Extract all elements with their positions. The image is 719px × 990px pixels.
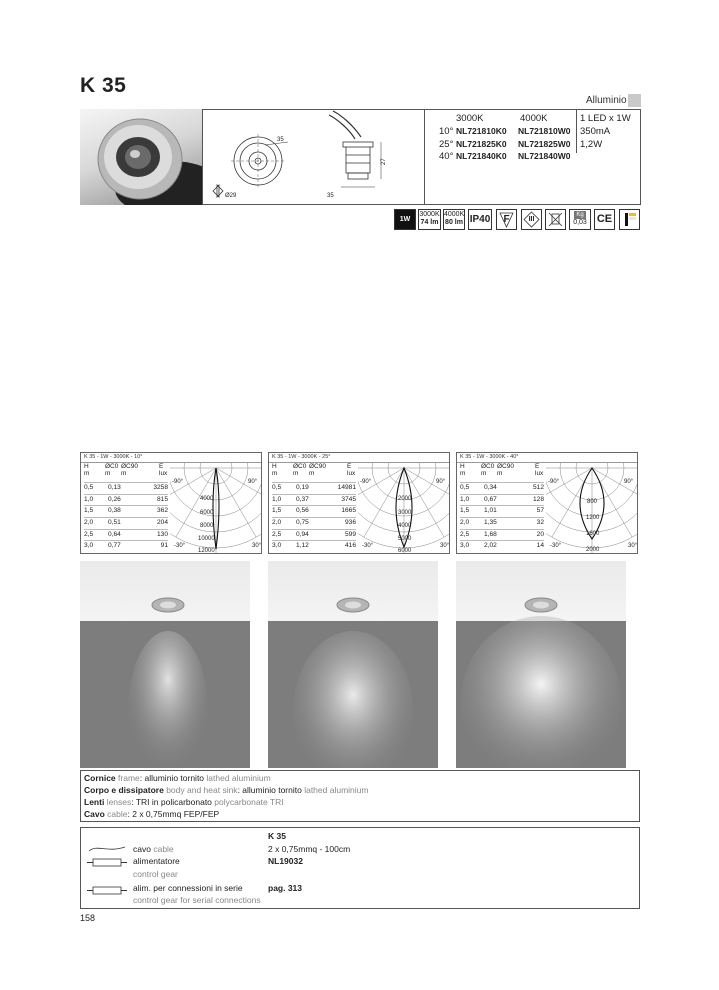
control-gear-icon bbox=[87, 858, 127, 868]
hdr-e-unit: lux bbox=[159, 470, 168, 477]
cell-d: 1,35 bbox=[484, 519, 497, 526]
hdr-e-unit: lux bbox=[347, 470, 356, 477]
hdr-e: E bbox=[159, 463, 164, 470]
weight-icon: Kg bbox=[574, 211, 586, 219]
material-label-en: frame bbox=[118, 773, 140, 783]
cell-h: 2,5 bbox=[460, 531, 470, 538]
f-mark-icon bbox=[496, 209, 517, 230]
hdr-c0-unit: m bbox=[293, 470, 299, 477]
acc-serial-page[interactable]: pag. 313 bbox=[268, 883, 303, 893]
beam-angle: 10° bbox=[439, 126, 454, 137]
scale-label: 6000 bbox=[200, 510, 214, 516]
hdr-c90-unit: m bbox=[497, 470, 503, 477]
dim-diameter: 35 bbox=[277, 137, 284, 143]
hdr-c0: ØC0 bbox=[481, 463, 495, 470]
cell-d: 1,01 bbox=[484, 507, 497, 514]
weee-bin-icon bbox=[545, 209, 566, 230]
material-value: alluminio tornito bbox=[242, 785, 302, 795]
hdr-h-unit: m bbox=[84, 470, 90, 477]
cell-h: 2,0 bbox=[460, 519, 470, 526]
materials-box bbox=[80, 770, 640, 822]
lumen-3000k-label: 3000K bbox=[419, 211, 440, 218]
f-mark-label: F bbox=[503, 214, 510, 225]
acc-serial-en: control gear for serial connections bbox=[133, 895, 261, 905]
weight-value: 0,03 bbox=[573, 219, 587, 226]
scale-label: 8000 bbox=[200, 523, 214, 529]
scale-label: 6000 bbox=[398, 548, 412, 554]
lumen-3000k-value: 74 lm bbox=[420, 219, 439, 226]
class-iii-label: III bbox=[528, 216, 535, 223]
material-value-en: lathed aluminium bbox=[206, 773, 271, 783]
cell-d: 1,12 bbox=[296, 542, 309, 549]
material-lenses: Lenti lenses: TRI in policarbonato polycarbonate TRI bbox=[84, 797, 284, 807]
code-3000k: NL721810K0 bbox=[456, 126, 507, 136]
material-label: Lenti bbox=[84, 797, 105, 807]
code-3000k: NL721825K0 bbox=[456, 139, 507, 149]
panel-title: K 35 - 1W - 3000K - 10° bbox=[84, 454, 143, 460]
polar-diagram bbox=[546, 463, 638, 554]
scale-label: 800 bbox=[587, 499, 598, 505]
material-label: Cavo bbox=[84, 809, 105, 819]
acc-cable-it: cavo bbox=[133, 844, 151, 854]
class-iii-icon bbox=[521, 209, 542, 230]
cell-d: 1,68 bbox=[484, 531, 497, 538]
page-number: 158 bbox=[80, 913, 96, 923]
led-class-icon bbox=[619, 209, 640, 230]
cell-d: 0,38 bbox=[108, 507, 121, 514]
scale-label: 1200 bbox=[586, 515, 600, 521]
led-spec: 1 LED x 1W bbox=[580, 113, 631, 124]
code-4000k: NL721810W0 bbox=[518, 126, 571, 136]
cell-d: 0,64 bbox=[108, 531, 121, 538]
scale-label: 5000 bbox=[398, 536, 412, 542]
light-effect-photo-40 bbox=[456, 561, 626, 768]
material-frame: Cornice frame: alluminio tornito lathed aluminium bbox=[84, 773, 271, 783]
cell-d: 0,26 bbox=[108, 496, 121, 503]
dim-depth: 35 bbox=[327, 193, 334, 199]
cell-e: 57 bbox=[536, 507, 544, 514]
cell-d: 2,02 bbox=[484, 542, 497, 549]
acc-gear-en: control gear bbox=[133, 869, 178, 879]
accessories-header: K 35 bbox=[268, 831, 286, 841]
beam-angle: 25° bbox=[439, 139, 454, 150]
angle-label: 90° bbox=[436, 479, 446, 485]
material-value: 2 x 0,75mmq FEP/FEP bbox=[132, 809, 220, 819]
cell-h: 1,5 bbox=[272, 507, 282, 514]
cell-d: 0,77 bbox=[108, 542, 121, 549]
code-4000k: NL721825W0 bbox=[518, 139, 571, 149]
angle-label: -30° bbox=[174, 543, 186, 549]
hdr-c90: ØC90 bbox=[309, 463, 326, 470]
cell-d: 0,56 bbox=[296, 507, 309, 514]
cell-e: 14981 bbox=[337, 484, 356, 491]
angle-label: -30° bbox=[550, 543, 562, 549]
panel-title: K 35 - 1W - 3000K - 40° bbox=[460, 454, 519, 460]
light-effect-photo-10 bbox=[80, 561, 250, 768]
cell-e: 32 bbox=[536, 519, 544, 526]
acc-gear-it: alimentatore bbox=[133, 856, 180, 866]
hdr-c0: ØC0 bbox=[105, 463, 119, 470]
photometric-panel-10 bbox=[80, 452, 262, 554]
hdr-c90: ØC90 bbox=[121, 463, 138, 470]
material-label-en: body and heat sink bbox=[166, 785, 238, 795]
cell-h: 3,0 bbox=[84, 542, 94, 549]
power-badge: 1W bbox=[394, 209, 416, 230]
hdr-c90-unit: m bbox=[121, 470, 127, 477]
cell-e: 512 bbox=[532, 484, 544, 491]
cell-d: 0,34 bbox=[484, 484, 497, 491]
hdr-e: E bbox=[347, 463, 352, 470]
scale-label: 2000 bbox=[398, 496, 412, 502]
cell-d: 0,75 bbox=[296, 519, 309, 526]
cell-e: 14 bbox=[536, 542, 544, 549]
hdr-c0-unit: m bbox=[481, 470, 487, 477]
cell-h: 2,5 bbox=[84, 531, 94, 538]
material-label-en: cable bbox=[107, 809, 128, 819]
scale-label: 12000 bbox=[198, 548, 215, 554]
product-title: K 35 bbox=[80, 74, 127, 97]
hdr-c90-unit: m bbox=[309, 470, 315, 477]
cell-h: 0,5 bbox=[272, 484, 282, 491]
material-value: alluminio tornito bbox=[144, 773, 205, 783]
material-label-en: lenses bbox=[106, 797, 132, 807]
photometric-panel-25 bbox=[268, 452, 450, 554]
material-label: Corpo e dissipatore bbox=[84, 785, 164, 795]
cell-h: 1,0 bbox=[272, 496, 282, 503]
cell-h: 0,5 bbox=[460, 484, 470, 491]
scale-label: 4000 bbox=[200, 496, 214, 502]
cell-h: 1,0 bbox=[460, 496, 470, 503]
light-effect-photo-25 bbox=[268, 561, 438, 768]
hdr-h-unit: m bbox=[460, 470, 466, 477]
finish-swatch bbox=[628, 94, 641, 107]
ip-rating-badge: IP40 bbox=[468, 209, 492, 230]
material-cable: Cavo cable: 2 x 0,75mmq FEP/FEP bbox=[84, 809, 220, 819]
cell-e: 1665 bbox=[341, 507, 356, 514]
scale-label: 1600 bbox=[586, 531, 600, 537]
cutout-diameter: Ø29 bbox=[225, 193, 237, 199]
angle-label: -90° bbox=[172, 479, 184, 485]
finish-label: Alluminio bbox=[586, 95, 627, 106]
angle-label: -90° bbox=[360, 479, 372, 485]
hdr-h: H bbox=[272, 463, 277, 470]
material-value-en: lathed aluminium bbox=[304, 785, 369, 795]
cell-h: 2,0 bbox=[84, 519, 94, 526]
angle-label: 30° bbox=[440, 543, 450, 549]
hdr-e: E bbox=[535, 463, 540, 470]
cell-d: 0,51 bbox=[108, 519, 121, 526]
hdr-h: H bbox=[460, 463, 465, 470]
cell-e: 3258 bbox=[153, 484, 168, 491]
dim-height: 27 bbox=[381, 158, 387, 165]
serial-gear-icon bbox=[87, 886, 127, 896]
ce-mark-icon: CE bbox=[594, 209, 615, 230]
angle-label: -30° bbox=[362, 543, 374, 549]
angle-label: -90° bbox=[548, 479, 560, 485]
cell-d: 0,13 bbox=[108, 484, 121, 491]
order-codes bbox=[426, 109, 576, 205]
angle-label: 90° bbox=[248, 479, 258, 485]
cell-h: 1,0 bbox=[84, 496, 94, 503]
acc-gear-code: NL19032 bbox=[268, 856, 303, 866]
panel-title: K 35 - 1W - 3000K - 25° bbox=[272, 454, 331, 460]
accessories-box bbox=[80, 827, 640, 909]
cell-h: 3,0 bbox=[272, 542, 282, 549]
cable-icon bbox=[87, 844, 127, 854]
hdr-c0-unit: m bbox=[105, 470, 111, 477]
material-label: Cornice bbox=[84, 773, 116, 783]
hdr-e-unit: lux bbox=[535, 470, 544, 477]
hdr-h-unit: m bbox=[272, 470, 278, 477]
cell-e: 599 bbox=[344, 531, 356, 538]
code-4000k: NL721840W0 bbox=[518, 151, 571, 161]
acc-cable bbox=[133, 844, 174, 854]
material-value: TRI in policarbonato bbox=[135, 797, 212, 807]
cell-d: 0,67 bbox=[484, 496, 497, 503]
electrical-specs bbox=[576, 109, 642, 153]
photometric-panel-40 bbox=[456, 452, 638, 554]
polar-diagram bbox=[358, 463, 450, 554]
acc-cable-value: 2 x 0,75mmq - 100cm bbox=[268, 844, 351, 854]
acc-cable-en: cable bbox=[153, 844, 174, 854]
code-3000k: NL721840K0 bbox=[456, 151, 507, 161]
cell-e: 91 bbox=[160, 542, 168, 549]
beam-angle: 40° bbox=[439, 151, 454, 162]
lumen-4000k-badge bbox=[443, 209, 465, 230]
cell-d: 0,94 bbox=[296, 531, 309, 538]
cell-e: 416 bbox=[344, 542, 356, 549]
cell-d: 0,19 bbox=[296, 484, 309, 491]
scale-label: 3000 bbox=[398, 510, 412, 516]
weight-badge bbox=[569, 209, 591, 230]
scale-label: 4000 bbox=[398, 523, 412, 529]
cell-e: 936 bbox=[344, 519, 356, 526]
cell-e: 204 bbox=[156, 519, 168, 526]
cell-e: 815 bbox=[156, 496, 168, 503]
cell-d: 0,37 bbox=[296, 496, 309, 503]
scale-label: 2000 bbox=[586, 547, 600, 553]
hdr-h: H bbox=[84, 463, 89, 470]
cell-e: 128 bbox=[532, 496, 544, 503]
cell-h: 1,5 bbox=[84, 507, 94, 514]
scale-label: 10000 bbox=[198, 536, 215, 542]
cell-h: 1,5 bbox=[460, 507, 470, 514]
cell-e: 362 bbox=[156, 507, 168, 514]
cell-h: 2,0 bbox=[272, 519, 282, 526]
lumen-4000k-label: 4000K bbox=[444, 211, 465, 218]
material-body: Corpo e dissipatore body and heat sink: alluminio tornito lathed aluminium bbox=[84, 785, 369, 795]
angle-label: 30° bbox=[252, 543, 262, 549]
lumen-4000k-value: 80 lm bbox=[445, 219, 463, 226]
angle-label: 90° bbox=[624, 479, 634, 485]
cell-h: 2,5 bbox=[272, 531, 282, 538]
hdr-c90: ØC90 bbox=[497, 463, 514, 470]
current-spec: 350mA bbox=[580, 126, 611, 137]
polar-diagram bbox=[170, 463, 262, 554]
hdr-c0: ØC0 bbox=[293, 463, 307, 470]
power-spec: 1,2W bbox=[580, 139, 603, 150]
angle-label: 30° bbox=[628, 543, 638, 549]
product-photo bbox=[80, 109, 203, 205]
lumen-3000k-badge bbox=[418, 209, 441, 230]
cell-e: 3745 bbox=[341, 496, 356, 503]
codes-header-3000k: 3000K bbox=[456, 113, 484, 124]
acc-serial-it: alim. per connessioni in serie bbox=[133, 883, 243, 893]
codes-header-4000k: 4000K bbox=[520, 113, 548, 124]
technical-drawing bbox=[203, 109, 425, 205]
cell-e: 130 bbox=[156, 531, 168, 538]
cell-h: 3,0 bbox=[460, 542, 470, 549]
cell-h: 0,5 bbox=[84, 484, 94, 491]
cell-e: 20 bbox=[536, 531, 544, 538]
material-value-en: polycarbonate TRI bbox=[214, 797, 284, 807]
